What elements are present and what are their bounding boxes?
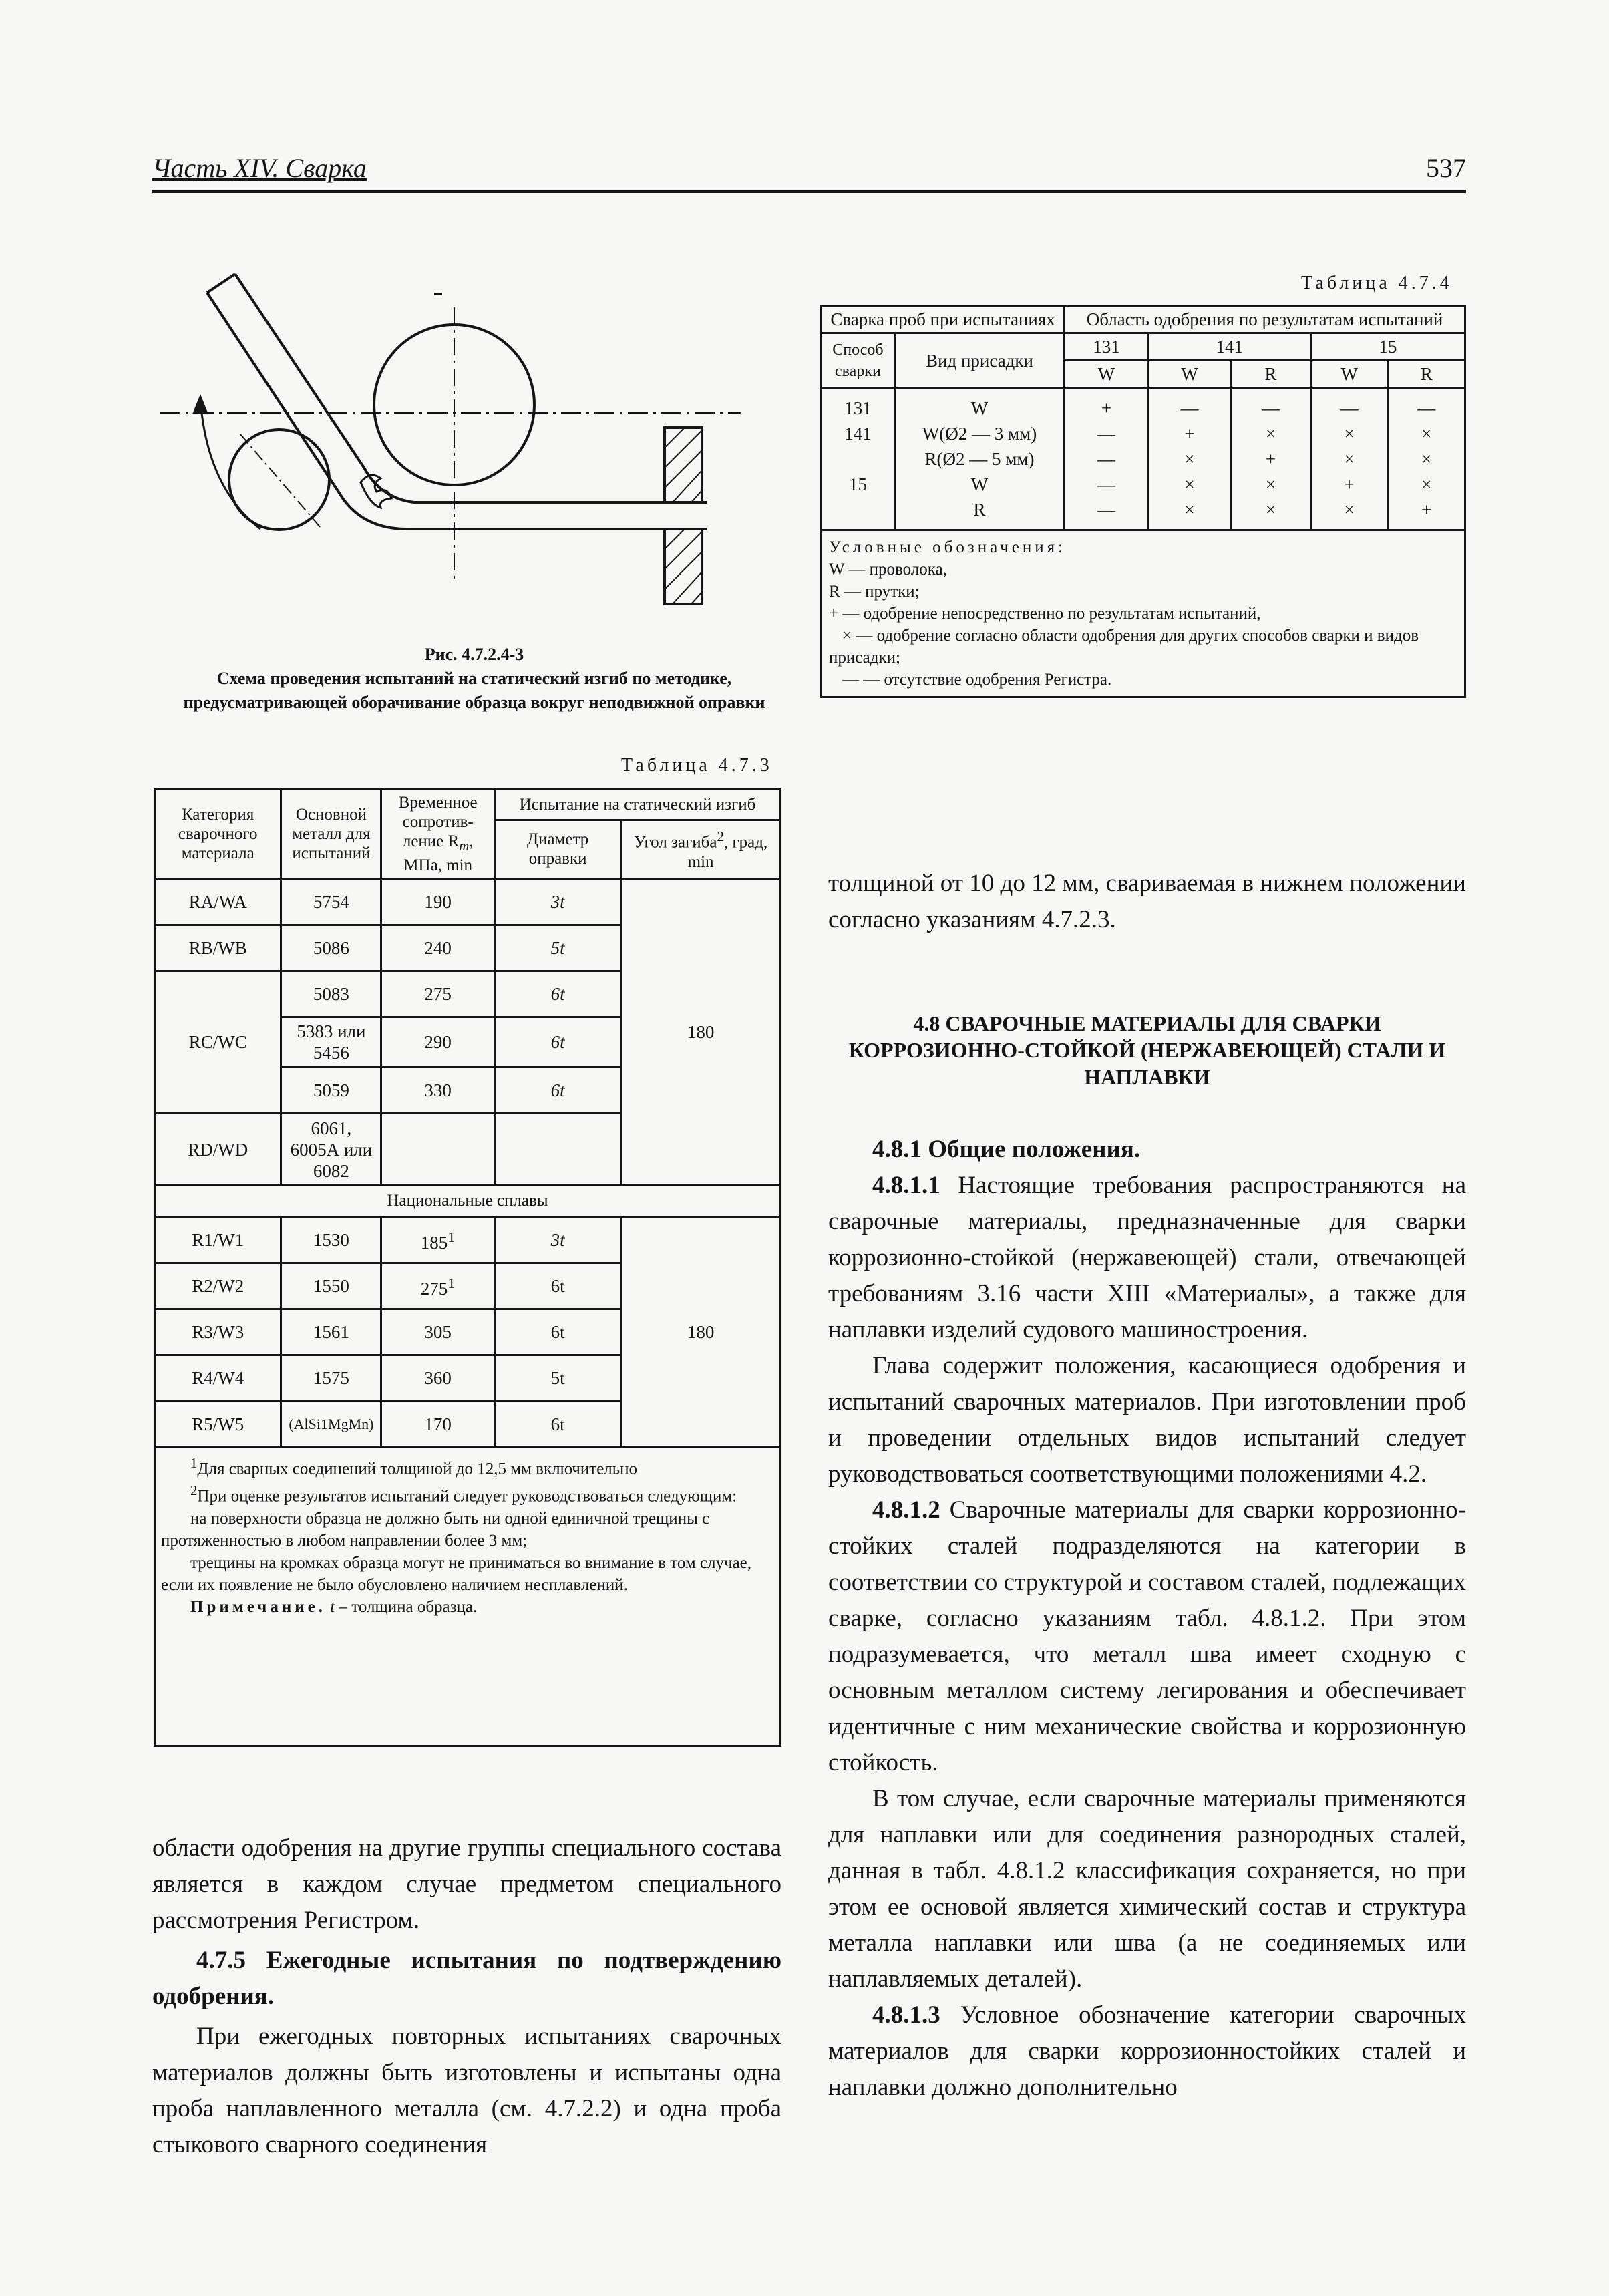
header-rule <box>152 190 1466 193</box>
note-2a: на поверхности образца не должно быть ни одной единичной трещины с протяженностью в любом направлении более 3 мм; <box>161 1509 710 1550</box>
header-mandrel: Диаметр оправки <box>495 820 621 878</box>
table-row: R5/W5 (AlSi1MgMn) 170 6t <box>155 1402 781 1448</box>
head-method: Способ сварки <box>822 333 895 388</box>
table-row: RD/WD 6061, 6005А или 6082 <box>155 1114 781 1186</box>
header-strength: Временное сопротив-ление $R_m$, МПа, min <box>381 790 495 879</box>
header-angle: Угол загиба$^2$, град, min <box>621 820 781 878</box>
paragraph: В том случае, если сварочные материалы применяются для наплавки или для соединения разнородных сталей, данная в табл. 4.8.1.2 классификация сохраняется, но при этом ее основой является химический состав и структура металла наплавки или шва (а не соединяемых или наплавляемых деталей). <box>828 1785 1466 1993</box>
table-474-title: Таблица 4.7.4 <box>1301 273 1453 293</box>
angle-group-2: 180 <box>621 1217 781 1448</box>
table-row: RC/WC 5083 275 6t <box>155 971 781 1017</box>
angle-group-1: 180 <box>621 879 781 1186</box>
table-row: R2/W2 1550 $275^1$ 6t <box>155 1263 781 1309</box>
left-column-text <box>152 1830 781 2163</box>
figure-caption-text: Схема проведения испытаний на статический изгиб по методике, предусматривающей оборачивание образца вокруг неподвижной оправки <box>183 669 765 712</box>
paragraph-4811: 4.8.1.1 Настоящие требования распространяются на сварочные материалы, предназначенные для сварки коррозионно-стойкой (нержавеющей) стали, отвечающей требованиям 3.16 части XIII «Материалы», а также для наплавки изделий судового машиностроения. <box>828 1172 1466 1343</box>
bend-test-diagram <box>160 267 795 615</box>
note-1: $^1$Для сварных соединений толщиной до 12,5 мм включительно <box>190 1455 638 1478</box>
subsection-heading-475: 4.7.5 Ежегодные испытания по подтверждению одобрения. <box>152 1947 781 2010</box>
paragraph: области одобрения на другие группы специального состава является в каждом случае предметом специального рассмотрения Регистром. <box>152 1834 781 1934</box>
table-474-legend: Условные обозначения: W — проволока, R — прутки; + — одобрение непосредственно по результатам испытаний, × — одобрение согласно области одобрения для других способов сварки и видов присадки; — — отсутствие одобрения Регистра. <box>822 530 1465 697</box>
table-row: R1/W1 1530 $185^1$ 3t 180 <box>155 1217 781 1263</box>
header-bend-test: Испытание на статический изгиб <box>495 790 781 820</box>
subsection-heading-481: 4.8.1 Общие положения. <box>872 1136 1141 1163</box>
paragraph: толщиной от 10 до 12 мм, свариваемая в нижнем положении согласно указаниям 4.7.2.3. <box>828 870 1466 933</box>
table-row: R4/W4 1575 360 5t <box>155 1355 781 1402</box>
national-alloys-row: Национальные сплавы <box>155 1186 781 1217</box>
right-column-top-text <box>828 866 1466 938</box>
figure-number: Рис. 4.7.2.4-3 <box>424 645 524 664</box>
note-2: $^2$При оценке результатов испытаний следует руководствоваться следующим: <box>190 1482 737 1506</box>
table-row: 5383 или 5456 290 6t <box>155 1017 781 1068</box>
table-473 <box>154 788 781 1747</box>
table-474: Сварка проб при испытаниях Область одобрения по результатам испытаний Способ сварки Вид присадки 131 141 15 W W R W R 131 141 15 W W(Ø2 — 3 мм) R(Ø2 — 5 мм) W R + — — — — — + × × × — × + × × — × × + × — × × × + Условные обозначения: W — проволока, R — прутки; + — одобрение непосредственно по результатам испытаний, × — одобрение согласно области одобрения для других способов сварки и видов присадки; — — отсутствие одобрения Регистра. <box>820 305 1466 698</box>
table-row: R3/W3 1561 305 6t <box>155 1309 781 1355</box>
head-right: Область одобрения по результатам испытаний <box>1065 306 1465 333</box>
table-473-title: Таблица 4.7.3 <box>621 755 773 776</box>
remark: Примечание. t – толщина образца. <box>190 1597 478 1616</box>
paragraph-4812: 4.8.1.2 Сварочные материалы для сварки коррозионно-стойких сталей подразделяются на категории в соответствии со структурой и составом сталей, подлежащих сварке, согласно указаниям табл. 4.8.1.2. При этом подразумевается, что металл шва имеет сходную с основным металлом систему легирования и обеспечивает идентичные с ним механические свойства и коррозионную стойкость. <box>828 1496 1466 1776</box>
figure-caption <box>159 643 789 715</box>
note-2b: трещины на кромках образца могут не приниматься во внимание в том случае, если их появление не было обусловлено наличием несплавлений. <box>161 1553 752 1594</box>
paragraph-4813: 4.8.1.3 Условное обозначение категории сварочных материалов для сварки коррозионностойких сталей и наплавки должно дополнительно <box>828 2001 1466 2101</box>
head-left: Сварка проб при испытаниях <box>822 306 1065 333</box>
paragraph: При ежегодных повторных испытаниях сварочных материалов должны быть изготовлены и испытаны одна проба наплавленного металла (см. 4.7.2.2) и одна проба стыкового сварного соединения <box>152 2023 781 2158</box>
table-row: RA/WA 5754 190 3t 180 <box>155 879 781 925</box>
section-heading-48: 4.8 СВАРОЧНЫЕ МАТЕРИАЛЫ ДЛЯ СВАРКИ КОРРОЗИОННО-СТОЙКОЙ (НЕРЖАВЕЮЩЕЙ) СТАЛИ И НАПЛАВКИ <box>848 1011 1446 1089</box>
page-number: 537 <box>1426 153 1466 183</box>
running-header-title: Часть XIV. Сварка <box>152 153 367 183</box>
table-row: RB/WB 5086 240 5t <box>155 925 781 971</box>
head-filler: Вид присадки <box>894 333 1064 388</box>
paragraph: Глава содержит положения, касающиеся одобрения и испытаний сварочных материалов. При изготовлении проб и проведении отдельных видов испытаний следует руководствоваться соответствующими положениями 4.2. <box>828 1352 1466 1488</box>
header-category: Категория сварочного материала <box>155 790 281 879</box>
right-column-text <box>828 1132 1466 2106</box>
header-base-metal: Основной металл для испытаний <box>281 790 381 879</box>
table-notes <box>155 1448 781 1746</box>
table-row: 5059 330 6t <box>155 1068 781 1114</box>
table-474-body: 131 141 15 W W(Ø2 — 3 мм) R(Ø2 — 5 мм) W R + — — — — — + × × × — × + × × — × × + × — × × × + <box>822 388 1465 530</box>
